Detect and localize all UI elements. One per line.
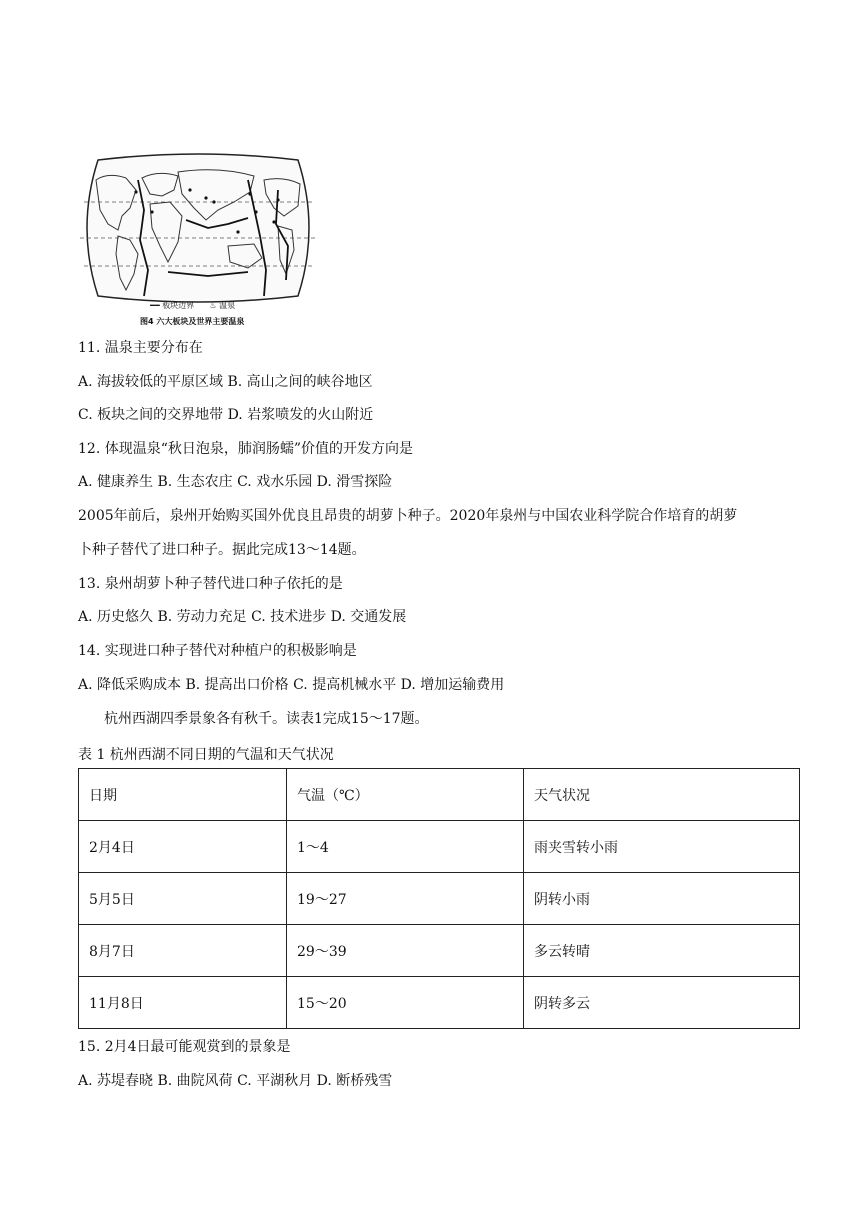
weather-table [78,768,800,1029]
question-14: 14. 实现进口种子替代对种植户的积极影响是 [78,643,357,659]
legend-boundary-label: 板块边界 [162,301,195,310]
cell-temperature: 29～39 [287,925,524,977]
question-11-options-cd: C. 板块之间的交界地带 D. 岩浆喷发的火山附近 [78,407,374,423]
cell-weather: 雨夹雪转小雨 [524,821,800,873]
boundary-legend-icon: ━━ [150,301,160,310]
header-temperature: 气温（℃） [287,769,524,821]
cell-weather: 多云转晴 [524,925,800,977]
question-15-options: A. 苏堤春晓 B. 曲院风荷 C. 平湖秋月 D. 断桥残雪 [78,1073,393,1089]
table-caption: 表 1 杭州西湖不同日期的气温和天气状况 [78,747,334,763]
header-date: 日期 [79,769,287,821]
cell-date: 5月5日 [79,873,287,925]
question-13-options: A. 历史悠久 B. 劳动力充足 C. 技术进步 D. 交通发展 [78,609,407,625]
legend-hotspring-label: 温泉 [219,301,236,310]
question-15: 15. 2月4日最可能观赏到的景象是 [78,1039,291,1055]
cell-weather: 阴转多云 [524,977,800,1029]
map-legend [150,300,235,311]
cell-date: 2月4日 [79,821,287,873]
question-12: 12. 体现温泉“秋日泡泉，肺润肠蠕”价值的开发方向是 [78,441,414,457]
question-14-options: A. 降低采购成本 B. 提高出口价格 C. 提高机械水平 D. 增加运输费用 [78,677,505,693]
question-13: 13. 泉州胡萝卜种子替代进口种子依托的是 [78,576,343,592]
hotspring-legend-icon: ♨ [209,301,217,310]
table-row [79,821,800,873]
figure-caption: 图4 六大板块及世界主要温泉 [140,317,245,326]
cell-weather: 阴转小雨 [524,873,800,925]
table-row [79,925,800,977]
cell-date: 11月8日 [79,977,287,1029]
table-header-row [79,769,800,821]
cell-temperature: 19～27 [287,873,524,925]
passage-carrot-line-1: 2005年前后，泉州开始购买国外优良且昂贵的胡萝卜种子。2020年泉州与中国农业科学院合作培育的胡萝 [78,508,738,524]
cell-temperature: 15～20 [287,977,524,1029]
table-row [79,977,800,1029]
table-row [79,873,800,925]
passage-westlake: 杭州西湖四季景象各有秋千。读表1完成15～17题。 [104,711,429,727]
passage-carrot-line-2: 卜种子替代了进口种子。据此完成13～14题。 [78,542,366,558]
header-weather: 天气状况 [524,769,800,821]
question-12-options: A. 健康养生 B. 生态农庄 C. 戏水乐园 D. 滑雪探险 [78,474,393,490]
question-11: 11. 温泉主要分布在 [78,340,203,356]
question-11-options-ab: A. 海拔较低的平原区域 B. 高山之间的峡谷地区 [78,374,373,390]
plate-hotspring-map-figure [78,150,318,332]
cell-temperature: 1～4 [287,821,524,873]
cell-date: 8月7日 [79,925,287,977]
